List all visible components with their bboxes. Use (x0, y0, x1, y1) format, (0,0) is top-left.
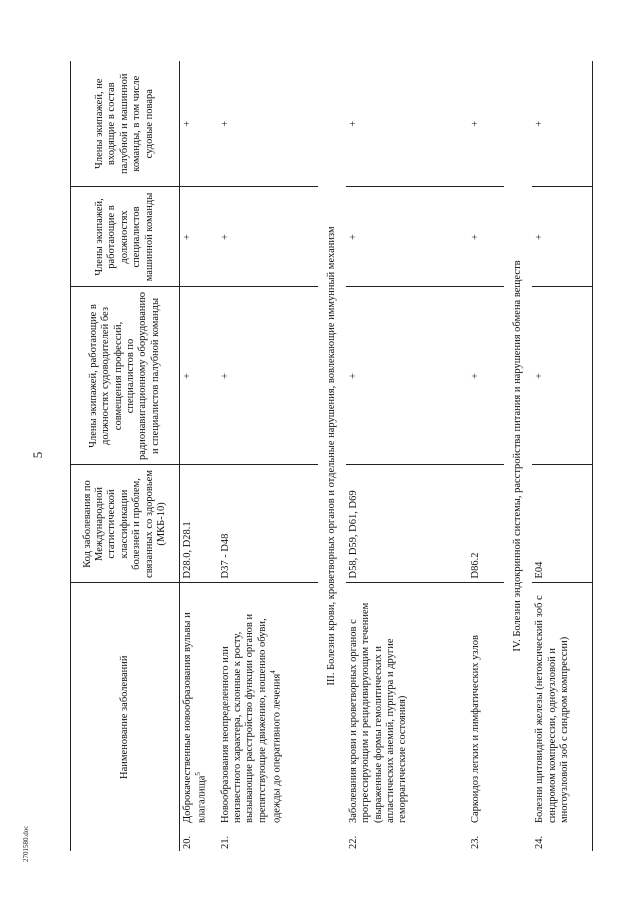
section-heading-blood: III. Болезни крови, кроветворных органов и отдельные нарушения, вовлекающие иммунный механизм (325, 226, 337, 686)
mark-deck: + (180, 287, 218, 465)
table-row (468, 61, 504, 851)
mark-engine: + (180, 187, 218, 287)
mark-other: + (532, 61, 592, 187)
disease-name: Болезни щитовидной железы (нетоксический зоб с синдромом компрессии, одноузловой и многоузловой зоб с синдром компрессии) (532, 583, 592, 827)
mark-deck: + (468, 287, 504, 465)
disease-name: Доброкачественные новообразования вульвы и влагалища$^5$ (182, 612, 208, 823)
table-row (180, 61, 218, 851)
header-name: Наименование заболеваний (71, 583, 180, 851)
section-row (504, 61, 532, 851)
table-row (218, 61, 318, 851)
header-other-crew: Члены экипажей, не входящие в состав палубной и машинной команды, в том числе судовые повара (71, 61, 180, 187)
disease-code: E04 (532, 465, 592, 583)
mark-engine: + (218, 187, 318, 287)
mark-deck: + (346, 287, 468, 465)
mark-engine: + (532, 187, 592, 287)
disease-code: D28.0, D28.1 (180, 465, 218, 583)
header-engine-crew: Члены экипажей, работающие в должностях специалистов машинной команды (71, 187, 180, 287)
rotated-table-area (70, 61, 598, 851)
disease-code: D86.2 (468, 465, 504, 583)
disease-name: Новообразования неопределенного или неизвестного характера, склонные к росту, вызывающие расстройство функции органов и препятствующие движению, ношению обуви, одежды до оперативного лечения$^4$ (219, 613, 283, 823)
section-row (318, 61, 346, 851)
table-row (346, 61, 468, 851)
section-heading-endocrine: IV. Болезни эндокринной системы, расстройства питания и нарушения обмена веществ (511, 260, 523, 652)
mark-other: + (180, 61, 218, 187)
footnote-mark: 4 (269, 670, 277, 674)
disease-name: Саркоидоз легких и лимфатических узлов (469, 635, 481, 823)
diseases-table (70, 61, 593, 851)
row-number: 24. (532, 827, 592, 851)
mark-deck: + (532, 287, 592, 465)
disease-code: D58, D59, D61, D69 (346, 465, 468, 583)
row-number: 23. (469, 835, 481, 849)
document-id: 2701580.doc (22, 825, 30, 862)
footnote-mark: 5 (194, 772, 203, 776)
header-row (71, 61, 180, 851)
header-deck-navigation: Члены экипажей, работающие в должностях судоводителей без совмещения профессий, специалистов по радионавигационному оборудованию и специалистов палубной команды (71, 287, 180, 465)
header-code: Код заболевания по Международной статистической классификации болезней и проблем, связанных со здоровьем (МКБ-10) (71, 465, 180, 583)
mark-other: + (218, 61, 318, 187)
table-row (532, 61, 592, 851)
mark-other: + (346, 61, 468, 187)
mark-deck: + (218, 287, 318, 465)
row-number: 22. (347, 835, 359, 849)
mark-engine: + (346, 187, 468, 287)
row-number: 20. (182, 835, 193, 849)
mark-other: + (468, 61, 504, 187)
disease-name: Заболевания крови и кроветворных органов с прогрессирующим и рецидивирующим течением (выраженные формы гемолитических и апластических анемий, пурпура и другие геморрагические состояния) (347, 602, 409, 823)
disease-code: D37 - D48 (218, 465, 318, 583)
page-number: 5 (30, 451, 45, 459)
row-number: 21. (219, 835, 231, 849)
mark-engine: + (468, 187, 504, 287)
